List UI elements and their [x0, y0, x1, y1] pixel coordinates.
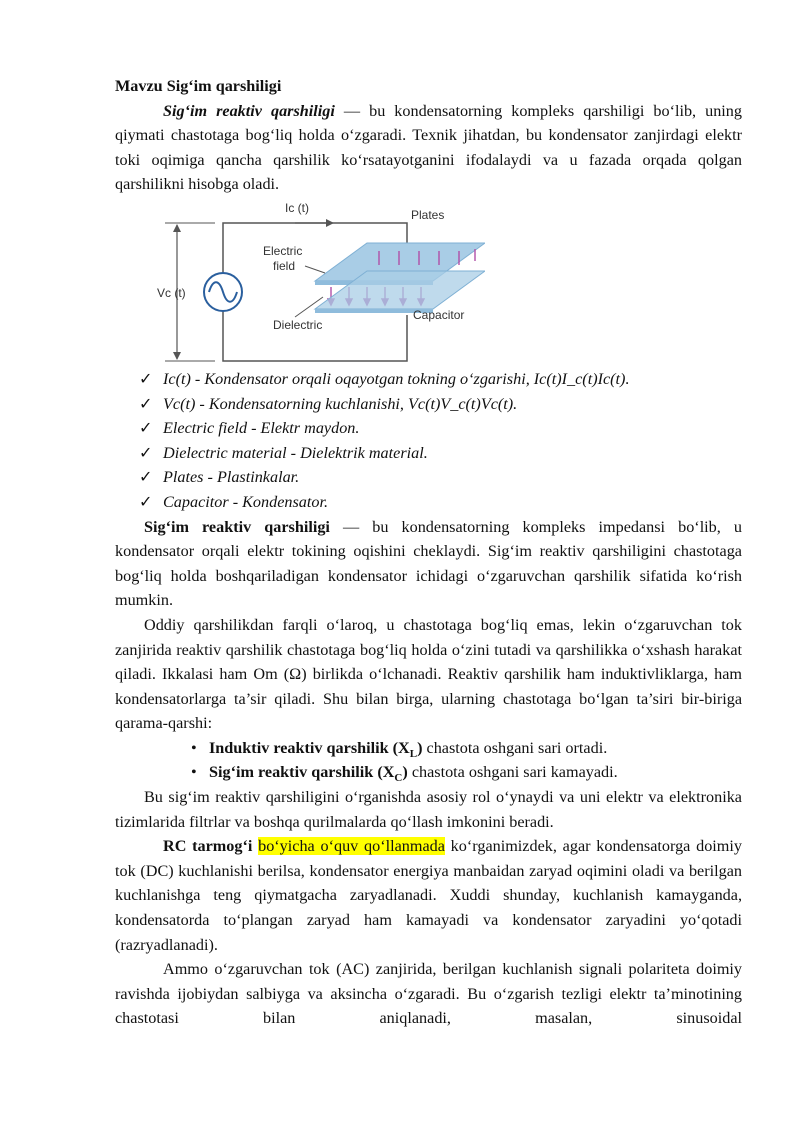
bullet-icon: • — [191, 738, 197, 757]
vc-arrow-top — [173, 224, 181, 232]
capacitor-diagram-svg — [155, 199, 485, 363]
capacitor-diagram — [115, 199, 742, 363]
intro-paragraph — [115, 99, 742, 197]
electric-field-label-2: field — [273, 258, 296, 273]
list-item: • Sig‘im reaktiv qarshilik $(X_C)$ chastota oshgani sari kamayadi. — [187, 760, 742, 785]
capacitor-label: Capacitor — [413, 307, 465, 322]
list-item: ✓ Ic(t) - Kondensator orqali oqayotgan tokning o‘zgarishi, Ic(t)I_c(t)Ic(t). — [139, 367, 742, 392]
checkmark-icon: ✓ — [139, 394, 153, 413]
vc-label: Vc (t) — [157, 285, 186, 300]
checkmark-icon: ✓ — [139, 468, 153, 487]
reactance-list — [115, 736, 742, 785]
impedance-term: Sig‘im reaktiv qarshiligi — [144, 517, 330, 536]
paragraph-role: Bu sig‘im reaktiv qarshiligini o‘rganishda asosiy rol o‘ynaydi va uni elektr va elektronika tizimlarida filtrlar va boshqa qurilmalarda qo‘llash imkonini beradi. — [115, 788, 742, 831]
plates-label: Plates — [411, 207, 445, 222]
checkmark-icon: ✓ — [139, 492, 153, 511]
ic-label: Ic (t) — [285, 200, 309, 215]
dielectric-label: Dielectric — [273, 317, 323, 332]
vc-arrow-bottom — [173, 352, 181, 360]
highlighted-text: bo‘yicha o‘quv qo‘llanmada — [258, 837, 445, 856]
list-item: ✓ Electric field - Elektr maydon. — [139, 416, 742, 441]
field-pointer — [305, 266, 325, 273]
paragraph-ac-circuit: Ammo o‘zgaruvchan tok (AC) zanjirida, berilgan kuchlanish signali polariteta doimiy ravishda ijobiydan salbiyga va aksincha o‘zgaradi. Bu o‘zgarish tezligi elektr ta’minotining chastotasi bilan aniqlanadi, masalan, sinusoidal — [115, 960, 742, 1028]
list-item: ✓ Dielectric material - Dielektrik material. — [139, 441, 742, 466]
bullet-icon: • — [191, 763, 197, 782]
list-item: ✓ Capacitor - Kondensator. — [139, 490, 742, 515]
page-title: Mavzu Sig‘im qarshiligi — [115, 77, 282, 95]
paragraph-impedance: Sig‘im reaktiv qarshiligi — bu kondensatorning kompleks impedansi bo‘lib, u kondensator orqali elektr tokining oqishini cheklaydi. Sig‘im reaktiv qarshiligini chastotaga bog‘liq holda boshqariladigan kondensator ichidagi o‘zgaruvchan qarshilik sifatida ko‘rish mumkin. — [115, 517, 742, 610]
paragraph-reactance: Oddiy qarshilikdan farqli o‘laroq, u chastotaga bog‘liq emas, lekin o‘zgaruvchan tok zanjirida reaktiv qarshilik chastotaga bog‘liq holda o‘zini tutadi va qarshilikka o‘xshash harakat qiladi. Ikkalasi ham Om (Ω) birlikda o‘lchanadi. Reaktiv qarshilik ham induktivliklarga, ham kondensatorlarga ta’sir qiladi. Shu bilan birga, ularning chastotaga bo‘lgan ta’siri bir-biriga qarama-qarshi: — [115, 615, 742, 733]
intro-term: Sig‘im reaktiv qarshiligi — [163, 101, 335, 120]
checkmark-icon: ✓ — [139, 369, 153, 388]
paragraph-rc-network: RC tarmog‘i bo‘yicha o‘quv qo‘llanmada ko‘rganimizdek, agar kondensatorga doimiy tok (DC) kuchlanishi berilsa, kondensator energiya manbaidan zaryad oqimini oladi va berilgan kuchlanishga teng qiymatgacha zaryadlanadi. Xuddi shunday, kuchlanish kamayganda, kondensatorda to‘plangan zaryad ham kamayadi va kondensator zaryadini yo‘qotadi (razryadlanadi). — [115, 837, 742, 954]
rc-network-term: RC tarmog‘i — [163, 837, 253, 856]
intro-text: — bu kondensatorning kompleks qarshiligi bo‘lib, uning qiymati chastotaga bog‘liq holda o‘zgaradi. Texnik jihatdan, bu kondensator zanjirdagi elektr toki oqimiga qancha qarshilik ko‘rsatayotganini ifodalaydi va u fazada orqada qolgan qarshilikni hisobga oladi. — [115, 101, 742, 194]
list-item: • Induktiv reaktiv qarshilik $(X_L)$ chastota oshgani sari ortadi. — [187, 736, 742, 761]
checkmark-icon: ✓ — [139, 443, 153, 462]
list-item: ✓ Vc(t) - Kondensatorning kuchlanishi, Vc(t)V_c(t)Vc(t). — [139, 392, 742, 417]
list-item: ✓ Plates - Plastinkalar. — [139, 465, 742, 490]
term-list — [115, 367, 742, 515]
ic-arrow-head — [326, 219, 334, 227]
document-body — [115, 74, 742, 1031]
checkmark-icon: ✓ — [139, 419, 153, 438]
electric-field-label-1: Electric — [263, 243, 303, 258]
